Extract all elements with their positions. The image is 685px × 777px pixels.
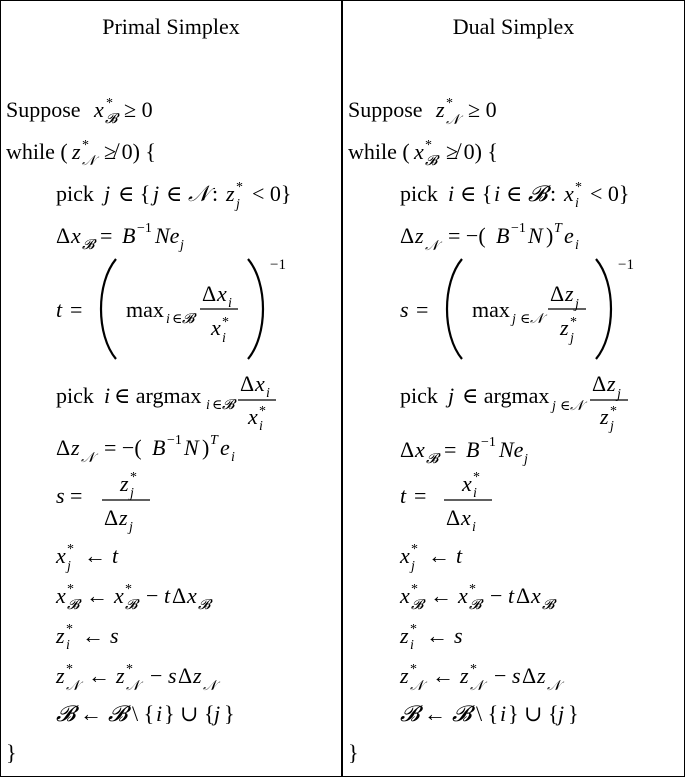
dual-line-3 xyxy=(400,219,660,255)
svg-text:i: i xyxy=(575,238,579,253)
svg-text:*: * xyxy=(82,138,89,153)
svg-text:t: t xyxy=(112,543,119,568)
svg-text:∈: ∈ xyxy=(166,181,183,206)
svg-text:z: z xyxy=(120,471,129,496)
primal-line-3 xyxy=(56,219,276,255)
svg-text:𝒩: 𝒩 xyxy=(410,679,424,694)
svg-text:x: x xyxy=(414,139,424,164)
svg-text:𝓑: 𝓑 xyxy=(82,238,95,253)
svg-text:−1: −1 xyxy=(618,257,634,273)
svg-text:z: z xyxy=(560,315,569,340)
svg-text:B: B xyxy=(152,435,166,460)
primal-line-1 xyxy=(6,135,226,169)
svg-text:∈: ∈ xyxy=(172,312,183,327)
svg-text:𝓑: 𝓑 xyxy=(426,452,439,467)
svg-text:z: z xyxy=(119,505,128,530)
svg-text:−: − xyxy=(494,663,507,688)
svg-text:Δ: Δ xyxy=(592,371,607,396)
svg-text:z: z xyxy=(600,404,609,429)
svg-text:𝒩: 𝒩 xyxy=(425,239,439,254)
svg-text:x: x xyxy=(211,315,221,340)
svg-text:←: ← xyxy=(424,701,446,726)
svg-text:z: z xyxy=(56,623,65,648)
svg-text:j: j xyxy=(570,331,574,346)
svg-text:*: * xyxy=(570,315,577,330)
svg-text:x: x xyxy=(255,371,265,396)
dual-line-13: } xyxy=(348,740,359,765)
svg-text:𝓑: 𝓑 xyxy=(452,701,472,726)
svg-text:while (: while ( xyxy=(348,139,410,164)
dual-line-9 xyxy=(400,579,630,615)
dual-line-8 xyxy=(400,539,560,575)
svg-text:i: i xyxy=(266,386,270,401)
svg-text:𝒩: 𝒩 xyxy=(570,399,584,414)
svg-text:j: j xyxy=(617,387,621,402)
svg-text:B: B xyxy=(496,223,510,248)
svg-text:−1: −1 xyxy=(137,221,152,236)
svg-text:*: * xyxy=(410,662,417,677)
primal-line-13: } xyxy=(6,740,17,765)
svg-text:𝒩: 𝒩 xyxy=(81,451,95,466)
svg-text:z: z xyxy=(607,371,616,396)
svg-text:Suppose: Suppose xyxy=(6,97,81,122)
svg-text:Ne: Ne xyxy=(155,223,180,248)
svg-text:s: s xyxy=(512,663,521,688)
svg-text:z: z xyxy=(193,663,202,688)
svg-text:𝓑: 𝓑 xyxy=(67,598,80,613)
svg-text:Δ: Δ xyxy=(516,583,531,608)
svg-text:←: ← xyxy=(82,623,104,648)
svg-text:*: * xyxy=(469,582,476,597)
svg-text:𝓑: 𝓑 xyxy=(528,181,548,206)
svg-text:x: x xyxy=(94,97,104,122)
svg-text:B: B xyxy=(122,223,136,248)
svg-text:j: j xyxy=(610,419,614,434)
svg-text:j: j xyxy=(129,520,133,535)
svg-text:i: i xyxy=(166,312,170,327)
svg-text:pick: pick xyxy=(400,181,438,206)
svg-text:i: i xyxy=(575,196,579,211)
svg-text:←: ← xyxy=(80,701,102,726)
svg-text:Δ: Δ xyxy=(550,281,565,306)
svg-text:−1: −1 xyxy=(167,433,182,448)
svg-text:t: t xyxy=(164,583,171,608)
svg-text:𝒩: 𝒩 xyxy=(66,679,80,694)
dual-line-0 xyxy=(348,93,548,127)
svg-text:while (: while ( xyxy=(6,139,68,164)
svg-text:*: * xyxy=(66,662,73,677)
svg-text:j: j xyxy=(512,312,516,327)
svg-text:z: z xyxy=(71,435,80,460)
svg-text:z: z xyxy=(565,281,574,306)
svg-text:i: i xyxy=(472,520,476,535)
svg-text:𝓑: 𝓑 xyxy=(400,701,420,726)
svg-text:*: * xyxy=(66,622,73,637)
svg-text:*: * xyxy=(67,582,74,597)
svg-text:= −(: = −( xyxy=(104,435,142,460)
svg-text:𝒩: 𝒩 xyxy=(446,113,460,128)
primal-line-6 xyxy=(56,431,306,467)
svg-text:i: i xyxy=(500,701,507,726)
svg-text:e: e xyxy=(564,223,574,248)
svg-text:𝓑: 𝓑 xyxy=(182,312,195,327)
dual-line-6 xyxy=(400,433,620,469)
svg-text:): ) xyxy=(202,435,210,460)
svg-text:∈: ∈ xyxy=(506,181,523,206)
svg-text:i: i xyxy=(259,419,263,434)
svg-text:*: * xyxy=(222,315,229,330)
svg-text:Δ: Δ xyxy=(172,583,187,608)
svg-text:𝓑: 𝓑 xyxy=(469,598,482,613)
svg-text:e: e xyxy=(220,435,230,460)
primal-line-7 xyxy=(56,467,256,533)
svg-text:*: * xyxy=(411,542,418,557)
svg-text:s: s xyxy=(56,483,65,508)
svg-text:z: z xyxy=(226,181,235,206)
svg-text:< 0}: < 0} xyxy=(590,181,630,206)
svg-text:i: i xyxy=(104,383,111,408)
svg-text:pick: pick xyxy=(56,383,94,408)
svg-text:𝓑: 𝓑 xyxy=(542,598,555,613)
primal-simplex-column xyxy=(1,1,341,776)
svg-text:t: t xyxy=(56,297,63,322)
svg-text:Δ: Δ xyxy=(446,505,461,530)
svg-text:} ∪ {: } ∪ { xyxy=(164,701,215,726)
svg-text:𝓑: 𝓑 xyxy=(198,598,211,613)
svg-text:−1: −1 xyxy=(270,257,286,273)
svg-text:*: * xyxy=(106,96,113,111)
svg-text:x: x xyxy=(187,583,197,608)
dual-line-10 xyxy=(400,619,560,655)
svg-text:x: x xyxy=(71,223,81,248)
svg-text:−1: −1 xyxy=(511,221,526,236)
svg-text:x: x xyxy=(461,505,471,530)
svg-text:*: * xyxy=(259,404,266,419)
svg-text:x: x xyxy=(458,583,468,608)
svg-text:z: z xyxy=(116,663,125,688)
svg-text:Δ: Δ xyxy=(522,663,537,688)
svg-text:=: = xyxy=(414,483,427,508)
svg-text:∈: ∈ xyxy=(520,312,531,327)
svg-text:𝒩: 𝒩 xyxy=(547,679,561,694)
svg-text:=: = xyxy=(70,483,83,508)
svg-text:=: = xyxy=(70,297,83,322)
svg-text:𝒩: 𝒩 xyxy=(188,181,210,206)
primal-line-2 xyxy=(56,177,346,213)
svg-text:∈ {: ∈ { xyxy=(460,181,493,206)
svg-text:s: s xyxy=(454,623,463,648)
svg-text:z: z xyxy=(72,139,81,164)
svg-text:x: x xyxy=(400,543,410,568)
svg-text:j: j xyxy=(236,197,240,212)
svg-text:Ne: Ne xyxy=(499,437,524,462)
svg-text:*: * xyxy=(410,622,417,637)
svg-text:z: z xyxy=(537,663,546,688)
svg-text:j: j xyxy=(104,181,111,206)
svg-text:≱ 0) {: ≱ 0) { xyxy=(104,139,156,164)
svg-text:z: z xyxy=(436,97,445,122)
svg-text:i: i xyxy=(228,296,232,311)
svg-text:*: * xyxy=(575,180,582,195)
svg-text:𝒩: 𝒩 xyxy=(126,679,140,694)
svg-text:t: t xyxy=(400,483,407,508)
svg-text:j: j xyxy=(558,701,565,726)
svg-text:*: * xyxy=(67,542,74,557)
svg-text::: : xyxy=(550,181,557,206)
svg-text:x: x xyxy=(400,583,410,608)
svg-text:T: T xyxy=(210,433,218,448)
svg-text:Δ: Δ xyxy=(400,223,415,248)
svg-text:z: z xyxy=(415,223,424,248)
svg-text:𝓑: 𝓑 xyxy=(105,112,118,127)
svg-text:x: x xyxy=(564,181,574,206)
svg-text:j: j xyxy=(130,486,134,501)
svg-text:∈ {: ∈ { xyxy=(118,181,151,206)
svg-text:−: − xyxy=(150,663,163,688)
svg-text:i: i xyxy=(231,450,235,465)
primal-line-9 xyxy=(56,579,286,615)
svg-text:B: B xyxy=(466,437,480,462)
svg-text:𝓑: 𝓑 xyxy=(108,701,128,726)
svg-text:x: x xyxy=(56,543,66,568)
svg-text:pick: pick xyxy=(56,181,94,206)
svg-text:*: * xyxy=(470,662,477,677)
svg-text:t: t xyxy=(508,583,515,608)
svg-text:j: j xyxy=(67,559,71,574)
svg-text:Δ: Δ xyxy=(400,437,415,462)
svg-text:←: ← xyxy=(426,623,448,648)
svg-text:x: x xyxy=(114,583,124,608)
svg-text:s: s xyxy=(168,663,177,688)
svg-text:←: ← xyxy=(432,663,454,688)
svg-text:z: z xyxy=(460,663,469,688)
svg-text:𝓑: 𝓑 xyxy=(125,598,138,613)
svg-text:j: j xyxy=(575,297,579,312)
svg-text:Δ: Δ xyxy=(104,505,119,530)
svg-text:←: ← xyxy=(86,583,108,608)
svg-text:𝒩: 𝒩 xyxy=(82,154,96,169)
svg-text:j: j xyxy=(524,452,528,467)
svg-text:≥ 0: ≥ 0 xyxy=(468,97,497,122)
svg-text:z: z xyxy=(56,663,65,688)
dual-line-1 xyxy=(348,135,568,169)
svg-text:=: = xyxy=(100,223,113,248)
svg-text:*: * xyxy=(236,180,243,195)
svg-text:−: − xyxy=(490,583,503,608)
svg-text:𝒩: 𝒩 xyxy=(530,312,544,327)
svg-text:*: * xyxy=(473,470,480,485)
svg-text:}: } xyxy=(568,701,579,726)
svg-text:t: t xyxy=(456,543,463,568)
svg-text:j: j xyxy=(214,701,221,726)
svg-text:←: ← xyxy=(88,663,110,688)
svg-text:Δ: Δ xyxy=(202,281,217,306)
svg-text:i: i xyxy=(494,181,501,206)
svg-text:*: * xyxy=(446,96,453,111)
dual-line-7 xyxy=(400,467,600,533)
svg-text:}: } xyxy=(224,701,235,726)
dual-line-11 xyxy=(400,659,640,695)
svg-text:𝒩: 𝒩 xyxy=(203,679,217,694)
svg-text:*: * xyxy=(125,582,132,597)
svg-text:=: = xyxy=(444,437,457,462)
svg-text:i: i xyxy=(448,181,455,206)
svg-text:= −(: = −( xyxy=(448,223,486,248)
dual-line-4 xyxy=(400,253,685,365)
svg-text:j: j xyxy=(411,559,415,574)
svg-text:x: x xyxy=(217,281,227,306)
svg-text:Δ: Δ xyxy=(56,435,71,460)
svg-text:←: ← xyxy=(84,543,106,568)
svg-text:*: * xyxy=(126,662,133,677)
svg-text:z: z xyxy=(400,663,409,688)
svg-text:*: * xyxy=(610,404,617,419)
svg-text:≥ 0: ≥ 0 xyxy=(124,97,153,122)
primal-line-5 xyxy=(56,369,346,434)
svg-text:i: i xyxy=(206,398,210,413)
dual-simplex-column xyxy=(343,1,684,776)
svg-text:∈: ∈ xyxy=(560,399,571,414)
svg-text:i: i xyxy=(156,701,163,726)
primal-line-11 xyxy=(56,659,296,695)
svg-text:x: x xyxy=(462,471,472,496)
svg-text:j: j xyxy=(153,181,160,206)
svg-text:\ {: \ { xyxy=(132,701,155,726)
svg-text:N: N xyxy=(528,223,543,248)
svg-text:x: x xyxy=(531,583,541,608)
svg-text::: : xyxy=(212,181,219,206)
svg-text:←: ← xyxy=(428,543,450,568)
svg-text:i: i xyxy=(66,638,70,653)
svg-text:𝓑: 𝓑 xyxy=(222,398,235,413)
svg-text:s: s xyxy=(400,297,409,322)
svg-text:\ {: \ { xyxy=(476,701,499,726)
svg-text:−1: −1 xyxy=(481,435,496,450)
svg-text:*: * xyxy=(425,138,432,153)
svg-text:i: i xyxy=(410,638,414,653)
svg-text:x: x xyxy=(415,437,425,462)
primal-title: Primal Simplex xyxy=(102,14,240,39)
svg-text:s: s xyxy=(110,623,119,648)
svg-text:𝓑: 𝓑 xyxy=(411,598,424,613)
svg-text:max: max xyxy=(126,297,164,322)
svg-text:𝒩: 𝒩 xyxy=(470,679,484,694)
primal-line-12 xyxy=(56,697,296,733)
svg-text:N: N xyxy=(184,435,199,460)
primal-line-8 xyxy=(56,539,216,575)
svg-text:): ) xyxy=(546,223,554,248)
svg-text:∈: ∈ xyxy=(212,398,223,413)
svg-text:Δ: Δ xyxy=(240,371,255,396)
dual-line-5 xyxy=(400,369,684,434)
svg-text:𝓑: 𝓑 xyxy=(425,154,438,169)
svg-text:x: x xyxy=(56,583,66,608)
primal-line-10 xyxy=(56,619,216,655)
svg-text:max: max xyxy=(472,297,510,322)
svg-text:=: = xyxy=(416,297,429,322)
svg-text:∈ argmax: ∈ argmax xyxy=(114,383,202,408)
svg-text:} ∪ {: } ∪ { xyxy=(508,701,559,726)
svg-text:←: ← xyxy=(430,583,452,608)
svg-text:Δ: Δ xyxy=(56,223,71,248)
svg-text:*: * xyxy=(130,470,137,485)
dual-line-12 xyxy=(400,697,640,733)
svg-text:pick: pick xyxy=(400,383,438,408)
svg-text:i: i xyxy=(222,331,226,346)
svg-text:Suppose: Suppose xyxy=(348,97,423,122)
dual-title: Dual Simplex xyxy=(452,14,575,39)
svg-text:Δ: Δ xyxy=(178,663,193,688)
svg-text:*: * xyxy=(411,582,418,597)
svg-text:< 0}: < 0} xyxy=(252,181,292,206)
svg-text:T: T xyxy=(554,221,562,236)
primal-line-4 xyxy=(56,253,346,365)
svg-text:−: − xyxy=(146,583,159,608)
primal-line-0 xyxy=(6,93,206,127)
svg-text:𝓑: 𝓑 xyxy=(56,701,76,726)
svg-text:z: z xyxy=(400,623,409,648)
dual-line-2 xyxy=(400,177,685,213)
svg-text:j: j xyxy=(180,238,184,253)
svg-text:∈ argmax: ∈ argmax xyxy=(462,383,550,408)
svg-text:≱ 0) {: ≱ 0) { xyxy=(446,139,498,164)
svg-text:i: i xyxy=(473,486,477,501)
svg-text:j: j xyxy=(552,399,556,414)
svg-text:x: x xyxy=(248,404,258,429)
svg-text:j: j xyxy=(448,383,455,408)
